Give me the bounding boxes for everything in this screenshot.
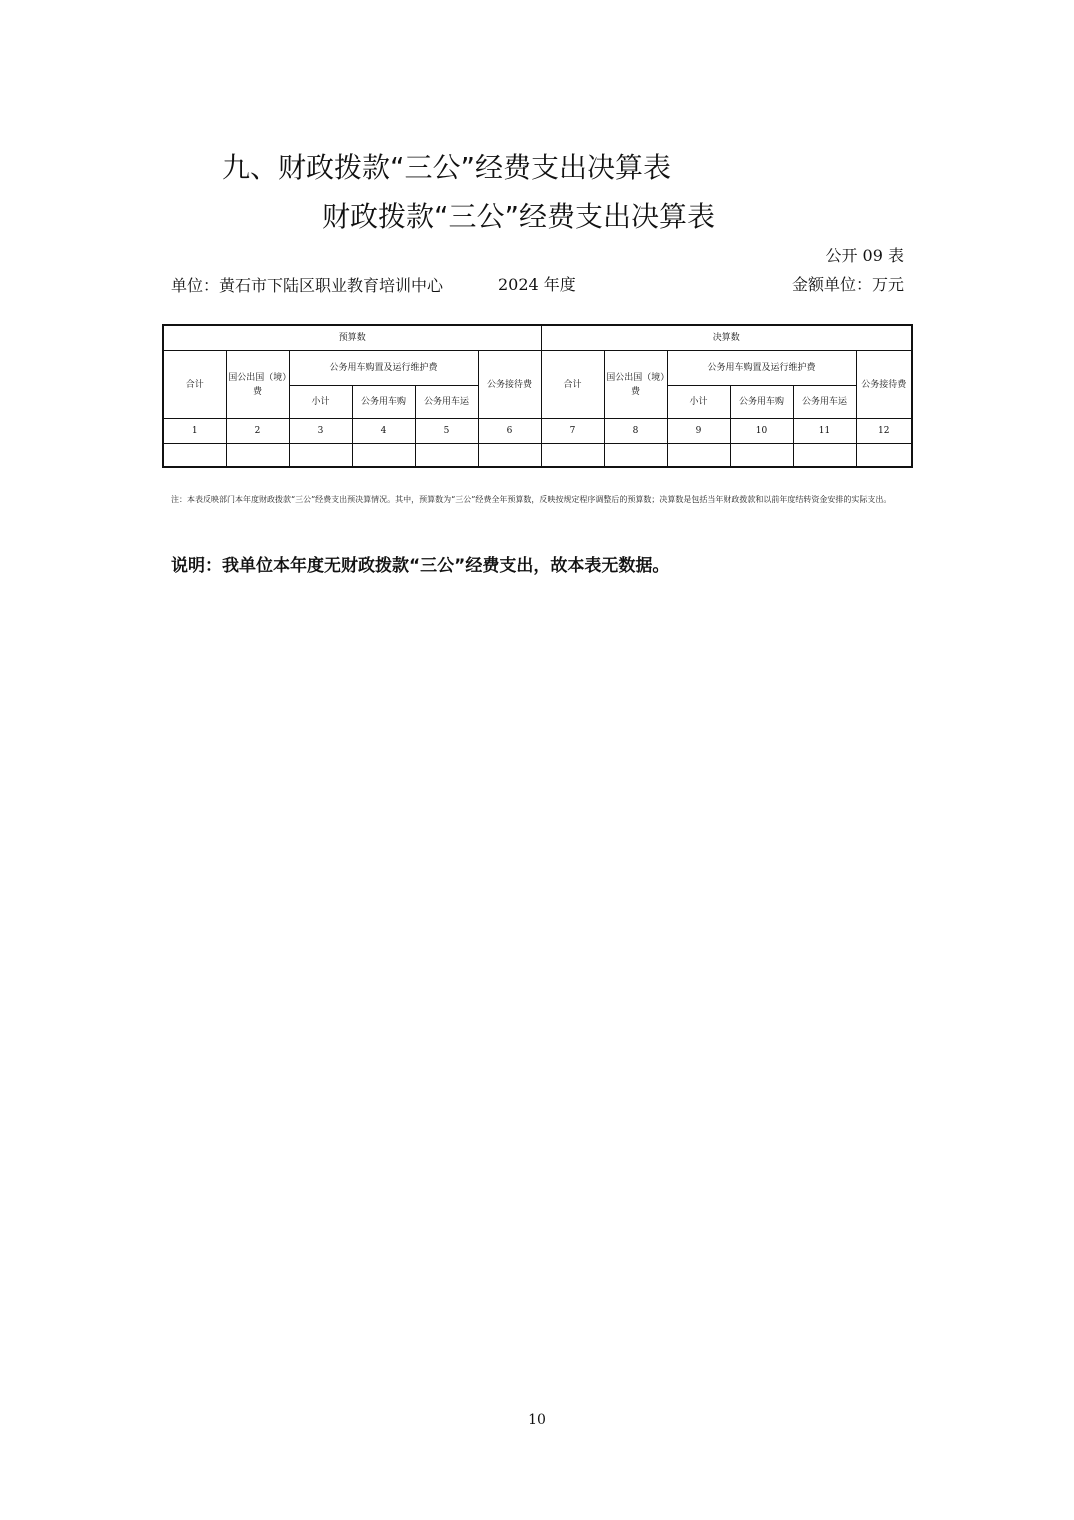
- column-number: 1: [163, 419, 226, 444]
- budget-car-group-header: 公务用车购置及运行维护费: [289, 351, 478, 386]
- final-group-header: 决算数: [541, 325, 912, 351]
- column-number: 7: [541, 419, 604, 444]
- table-cell: [793, 444, 856, 468]
- column-number: 4: [352, 419, 415, 444]
- final-abroad-header: 国公出国（境）费: [604, 351, 667, 419]
- budget-subtotal-header: 小计: [289, 386, 352, 419]
- column-number: 5: [415, 419, 478, 444]
- table-cell: [289, 444, 352, 468]
- final-car-group-header: 公务用车购置及运行维护费: [667, 351, 856, 386]
- year-label: 2024 年度: [498, 275, 576, 294]
- table-row: [163, 444, 912, 468]
- column-number: 10: [730, 419, 793, 444]
- column-number: 6: [478, 419, 541, 444]
- table-cell: [478, 444, 541, 468]
- table-cell: [163, 444, 226, 468]
- table-cell: [730, 444, 793, 468]
- table-cell: [226, 444, 289, 468]
- final-subtotal-header: 小计: [667, 386, 730, 419]
- final-car-run-header: 公务用车运: [793, 386, 856, 419]
- budget-total-header: 合计: [163, 351, 226, 419]
- table-title: 财政拨款“三公”经费支出决算表: [322, 200, 716, 233]
- final-total-header: 合计: [541, 351, 604, 419]
- table-cell: [856, 444, 912, 468]
- table-cell: [541, 444, 604, 468]
- column-number: 8: [604, 419, 667, 444]
- table-cell: [604, 444, 667, 468]
- three-public-expense-table: [162, 324, 913, 468]
- column-number: 11: [793, 419, 856, 444]
- column-number: 2: [226, 419, 289, 444]
- table-footnote: 注：本表反映部门本年度财政拨款“三公”经费支出预决算情况。其中，预算数为“三公”经费全年预算数，反映按规定程序调整后的预算数；决算数是包括当年财政拨款和以前年度结转资金安排的实际支出。: [171, 495, 892, 504]
- budget-car-run-header: 公务用车运: [415, 386, 478, 419]
- column-number: 9: [667, 419, 730, 444]
- budget-group-header: 预算数: [163, 325, 541, 351]
- page-number: 10: [528, 1412, 546, 1428]
- budget-reception-header: 公务接待费: [478, 351, 541, 419]
- budget-car-buy-header: 公务用车购: [352, 386, 415, 419]
- table-cell: [352, 444, 415, 468]
- table-code: 公开 09 表: [825, 246, 904, 265]
- table-cell: [667, 444, 730, 468]
- column-number: 12: [856, 419, 912, 444]
- unit-label: 单位：黄石市下陆区职业教育培训中心: [171, 276, 444, 295]
- section-heading: 九、财政拨款“三公”经费支出决算表: [222, 151, 672, 184]
- column-number: 3: [289, 419, 352, 444]
- currency-unit-label: 金额单位：万元: [791, 275, 904, 294]
- budget-abroad-header: 国公出国（境）费: [226, 351, 289, 419]
- final-car-buy-header: 公务用车购: [730, 386, 793, 419]
- explanation-text: 说明：我单位本年度无财政拨款“三公”经费支出，故本表无数据。: [171, 556, 670, 576]
- table-cell: [415, 444, 478, 468]
- final-reception-header: 公务接待费: [856, 351, 912, 419]
